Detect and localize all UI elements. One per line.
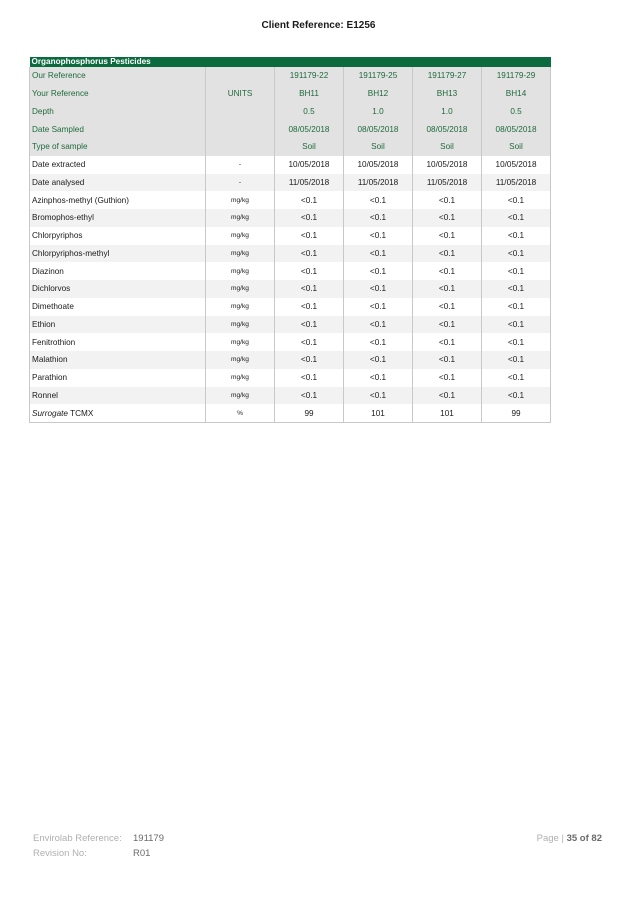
analyte-units: mg/kg	[206, 191, 275, 209]
meta-value: BH13	[413, 85, 482, 103]
analyte-units: mg/kg	[206, 369, 275, 387]
analyte-value: <0.1	[413, 245, 482, 263]
table-row	[30, 316, 551, 334]
meta-value: Soil	[413, 138, 482, 156]
meta-value: BH11	[275, 85, 344, 103]
analyte-value: 10/05/2018	[275, 156, 344, 174]
meta-value: 1.0	[413, 103, 482, 121]
analyte-value: <0.1	[344, 245, 413, 263]
meta-value: 191179-29	[482, 67, 551, 85]
analyte-value: <0.1	[275, 280, 344, 298]
page-total: 82	[591, 833, 602, 844]
surrogate-value: 99	[482, 404, 551, 422]
revision-label: Revision No:	[33, 848, 87, 859]
analyte-value: <0.1	[413, 227, 482, 245]
meta-label: Date Sampled	[30, 120, 206, 138]
meta-value: 191179-22	[275, 67, 344, 85]
table-row	[30, 369, 551, 387]
analyte-value: <0.1	[344, 191, 413, 209]
analyte-value: <0.1	[275, 191, 344, 209]
analyte-value: 11/05/2018	[275, 174, 344, 192]
table-row	[30, 351, 551, 369]
analyte-value: <0.1	[482, 316, 551, 334]
meta-value: Soil	[344, 138, 413, 156]
analyte-value: 11/05/2018	[482, 174, 551, 192]
analyte-units: mg/kg	[206, 262, 275, 280]
analyte-value: <0.1	[344, 280, 413, 298]
analyte-value: <0.1	[413, 209, 482, 227]
meta-label: Type of sample	[30, 138, 206, 156]
meta-value: Soil	[482, 138, 551, 156]
analyte-units: mg/kg	[206, 245, 275, 263]
meta-value: Soil	[275, 138, 344, 156]
analyte-units: mg/kg	[206, 209, 275, 227]
analyte-name: Bromophos-ethyl	[30, 209, 206, 227]
envirolab-reference-value: 191179	[133, 833, 164, 844]
meta-units	[206, 138, 275, 156]
meta-value: 08/05/2018	[482, 120, 551, 138]
meta-row	[30, 67, 551, 85]
analyte-value: 10/05/2018	[344, 156, 413, 174]
analyte-value: <0.1	[482, 387, 551, 405]
analyte-value: <0.1	[413, 316, 482, 334]
analyte-units: mg/kg	[206, 316, 275, 334]
analyte-units: mg/kg	[206, 351, 275, 369]
analyte-value: <0.1	[482, 209, 551, 227]
analyte-value: <0.1	[413, 387, 482, 405]
analyte-value: <0.1	[482, 245, 551, 263]
meta-row	[30, 103, 551, 121]
surrogate-label	[30, 404, 206, 422]
meta-value: 08/05/2018	[413, 120, 482, 138]
surrogate-label-italic: Surrogate	[32, 408, 68, 418]
surrogate-units: %	[206, 404, 275, 422]
analyte-name: Chlorpyriphos	[30, 227, 206, 245]
table-row	[30, 333, 551, 351]
meta-value: 191179-25	[344, 67, 413, 85]
analyte-value: 10/05/2018	[482, 156, 551, 174]
table-row	[30, 191, 551, 209]
analyte-value: <0.1	[482, 191, 551, 209]
analyte-value: <0.1	[275, 369, 344, 387]
meta-value: 191179-27	[413, 67, 482, 85]
table-row	[30, 209, 551, 227]
analyte-value: <0.1	[413, 351, 482, 369]
page-current: 35	[566, 833, 578, 844]
analyte-value: <0.1	[344, 209, 413, 227]
meta-value: BH14	[482, 85, 551, 103]
table-row	[30, 387, 551, 405]
analyte-value: <0.1	[482, 227, 551, 245]
meta-units	[206, 67, 275, 85]
meta-row	[30, 120, 551, 138]
page-title: Client Reference: E1256	[261, 20, 376, 31]
table-title-row	[30, 57, 551, 67]
meta-value: 0.5	[482, 103, 551, 121]
analyte-value: <0.1	[413, 333, 482, 351]
surrogate-row	[30, 404, 551, 422]
meta-row	[30, 85, 551, 103]
analyte-value: <0.1	[482, 262, 551, 280]
analyte-value: 10/05/2018	[413, 156, 482, 174]
table-row	[30, 174, 551, 192]
analyte-value: <0.1	[275, 227, 344, 245]
footer-references	[33, 831, 164, 861]
surrogate-value: 99	[275, 404, 344, 422]
surrogate-value: 101	[413, 404, 482, 422]
analyte-units: mg/kg	[206, 298, 275, 316]
meta-units	[206, 120, 275, 138]
analyte-value: <0.1	[275, 298, 344, 316]
meta-row	[30, 138, 551, 156]
analyte-units: mg/kg	[206, 387, 275, 405]
meta-label: Your Reference	[30, 85, 206, 103]
analyte-value: <0.1	[275, 387, 344, 405]
analyte-name: Date extracted	[30, 156, 206, 174]
analyte-units: -	[206, 156, 275, 174]
analyte-units: mg/kg	[206, 333, 275, 351]
analyte-value: <0.1	[413, 298, 482, 316]
analyte-value: <0.1	[275, 333, 344, 351]
table-title: Organophosphorus Pesticides	[30, 57, 551, 67]
meta-value: 1.0	[344, 103, 413, 121]
analyte-value: <0.1	[413, 369, 482, 387]
analyte-value: <0.1	[344, 351, 413, 369]
revision-value: R01	[133, 848, 151, 859]
analyte-units: mg/kg	[206, 280, 275, 298]
analyte-value: 11/05/2018	[413, 174, 482, 192]
meta-value: 08/05/2018	[275, 120, 344, 138]
page-prefix: Page |	[536, 833, 567, 844]
meta-label: Our Reference	[30, 67, 206, 85]
analyte-name: Dimethoate	[30, 298, 206, 316]
analyte-value: <0.1	[344, 316, 413, 334]
analyte-name: Dichlorvos	[30, 280, 206, 298]
meta-value: BH12	[344, 85, 413, 103]
surrogate-label-rest: TCMX	[67, 408, 94, 418]
meta-label: Depth	[30, 103, 206, 121]
table-row	[30, 298, 551, 316]
table-row	[30, 280, 551, 298]
table-row	[30, 262, 551, 280]
analyte-units: mg/kg	[206, 227, 275, 245]
analyte-value: <0.1	[482, 333, 551, 351]
analyte-value: <0.1	[344, 369, 413, 387]
analyte-value: <0.1	[413, 280, 482, 298]
analyte-name: Diazinon	[30, 262, 206, 280]
results-table	[29, 57, 551, 423]
analyte-value: <0.1	[275, 316, 344, 334]
page-of: of	[577, 833, 592, 844]
analyte-value: <0.1	[275, 209, 344, 227]
analyte-name: Azinphos-methyl (Guthion)	[30, 191, 206, 209]
analyte-value: <0.1	[344, 387, 413, 405]
analyte-units: -	[206, 174, 275, 192]
meta-units	[206, 103, 275, 121]
meta-value: 0.5	[275, 103, 344, 121]
analyte-value: <0.1	[344, 298, 413, 316]
analyte-name: Parathion	[30, 369, 206, 387]
analyte-value: <0.1	[275, 262, 344, 280]
analyte-value: <0.1	[413, 191, 482, 209]
meta-units: UNITS	[206, 85, 275, 103]
analyte-value: 11/05/2018	[344, 174, 413, 192]
analyte-name: Ethion	[30, 316, 206, 334]
analyte-value: <0.1	[344, 227, 413, 245]
table-row	[30, 245, 551, 263]
analyte-value: <0.1	[344, 333, 413, 351]
analyte-value: <0.1	[482, 298, 551, 316]
analyte-value: <0.1	[482, 351, 551, 369]
analyte-name: Date analysed	[30, 174, 206, 192]
analyte-value: <0.1	[413, 262, 482, 280]
envirolab-reference-label: Envirolab Reference:	[33, 833, 122, 844]
meta-value: 08/05/2018	[344, 120, 413, 138]
analyte-value: <0.1	[275, 245, 344, 263]
page-number	[537, 833, 602, 844]
analyte-name: Ronnel	[30, 387, 206, 405]
table-row	[30, 227, 551, 245]
analyte-name: Fenitrothion	[30, 333, 206, 351]
table-row	[30, 156, 551, 174]
analyte-value: <0.1	[275, 351, 344, 369]
surrogate-value: 101	[344, 404, 413, 422]
analyte-value: <0.1	[482, 280, 551, 298]
analyte-name: Malathion	[30, 351, 206, 369]
analyte-value: <0.1	[344, 262, 413, 280]
analyte-name: Chlorpyriphos-methyl	[30, 245, 206, 263]
analyte-value: <0.1	[482, 369, 551, 387]
